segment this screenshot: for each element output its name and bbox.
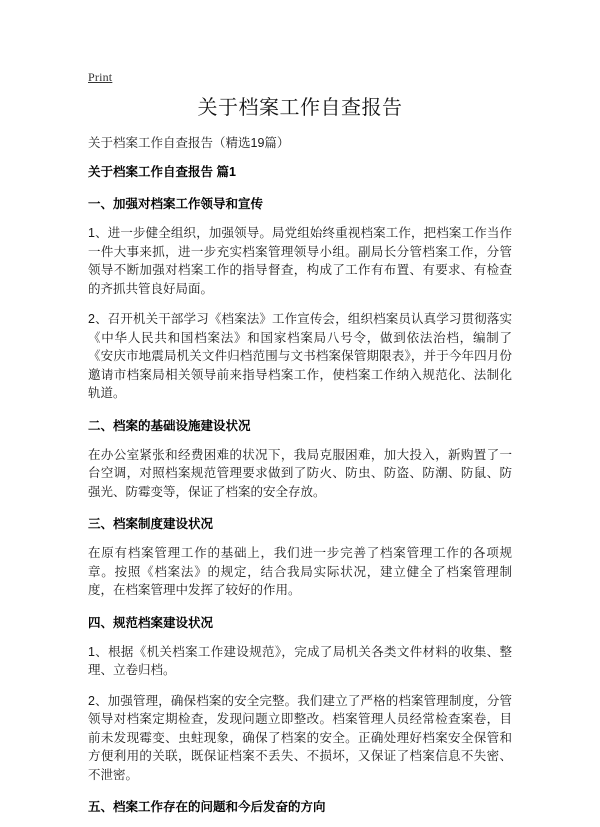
section-heading: 五、档案工作存在的问题和今后发奋的方向 xyxy=(88,800,326,814)
body-paragraph: 1、进一步健全组织，加强领导。局党组始终重视档案工作，把档案工作当作一件大事来抓，进一步充实档案管理领导小组。副局长分管档案工作，分管领导不断加强对档案工作的指导督查，构成了工作有布置、有要求、有检查的齐抓共管良好局面。 xyxy=(88,226,512,296)
section-heading: 一、加强对档案工作领导和宣传 xyxy=(88,197,264,211)
section-heading: 二、档案的基础设施建设状况 xyxy=(88,418,251,433)
document-content xyxy=(88,94,512,827)
document-subtitle: 关于档案工作自查报告（精选19篇） xyxy=(88,136,290,150)
section-heading: 三、档案制度建设状况 xyxy=(88,517,214,531)
document-body xyxy=(88,195,512,816)
body-paragraph: 在办公室紧张和经费困难的状况下，我局克服困难，加大投入，新购置了一台空调，对照档案规范管理要求做到了防火、防虫、防盗、防潮、防鼠、防强光、防霉变等，保证了档案的安全存放。 xyxy=(88,447,512,499)
body-paragraph: 2、加强管理，确保档案的安全完整。我们建立了严格的档案管理制度，分管领导对档案定期检查，发现问题立即整改。档案管理人员经常检查案卷，目前未发现霉变、虫蛀现象，确保了档案的安全。正确处理好档案安全保管和方便利用的关联，既保证档案不丢失、不损坏，又保证了档案信息不失密、不泄密。 xyxy=(88,693,512,782)
section-heading: 四、规范档案建设状况 xyxy=(88,615,214,630)
body-paragraph: 2、召开机关干部学习《档案法》工作宣传会，组织档案员认真学习贯彻落实《中华人民共和国档案法》和国家档案局八号令，做到依法治档，编制了《安庆市地震局机关文件归档范围与文书档案保管期限表》，并于今年四月份邀请市档案局相关领导前来指导档案工作，使档案工作纳入规范化、法制化轨道。 xyxy=(88,312,512,400)
article-heading: 关于档案工作自查报告 篇1 xyxy=(88,165,236,179)
page-title: 关于档案工作自查报告 xyxy=(197,97,403,119)
print-link[interactable]: Print xyxy=(88,70,113,84)
body-paragraph: 1、根据《机关档案工作建设规范》，完成了局机关各类文件材料的收集、整理、立卷归档。 xyxy=(88,644,512,677)
body-paragraph: 在原有档案管理工作的基础上，我们进一步完善了档案管理工作的各项规章。按照《档案法》的规定，结合我局实际状况，建立健全了档案管理制度，在档案管理中发挥了较好的作用。 xyxy=(88,546,512,597)
